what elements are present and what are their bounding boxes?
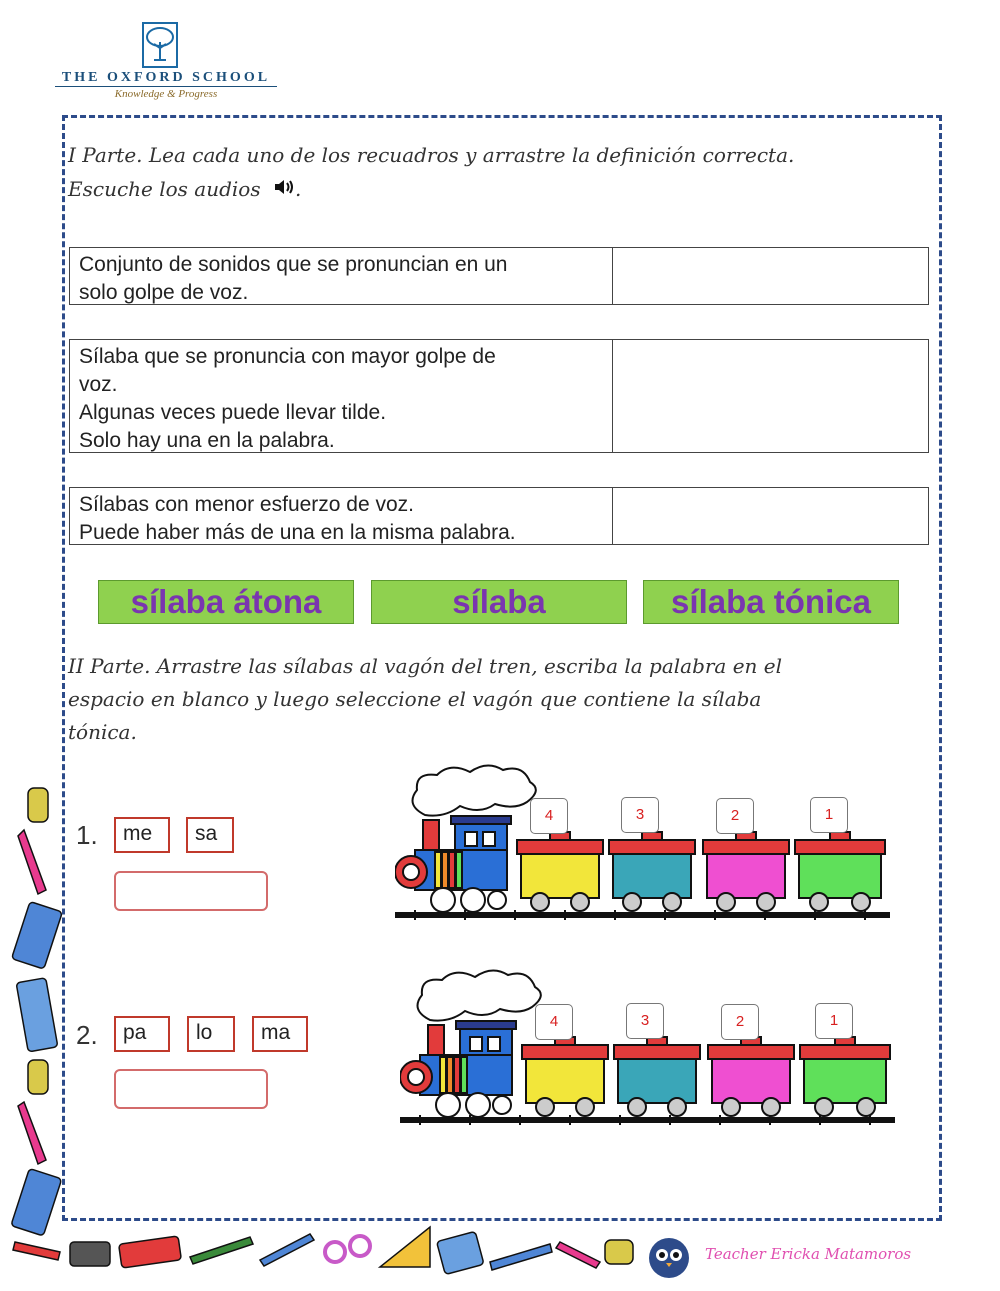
exercise-number: 2. — [76, 1020, 98, 1050]
owl-avatar-icon — [645, 1236, 693, 1280]
book-icon — [16, 978, 58, 1052]
definition-line: Conjunto de sonidos que se pronuncian en un — [79, 253, 508, 276]
syllable-tile[interactable]: lo — [187, 1016, 235, 1052]
syllable-tile[interactable]: sa — [186, 817, 234, 853]
definition-text — [70, 248, 613, 304]
sharpener-icon — [70, 1242, 110, 1266]
pencil-icon — [18, 1102, 46, 1164]
definition-line: Sílabas con menor esfuerzo de voz. — [79, 493, 415, 516]
brush-icon — [190, 1237, 253, 1264]
definition-line: Solo hay una en la palabra. — [79, 429, 335, 452]
syllable-tile[interactable]: pa — [114, 1016, 170, 1052]
pencil-icon — [18, 830, 46, 894]
definition-text — [70, 488, 613, 544]
word-answer-input[interactable] — [114, 1069, 268, 1109]
eraser-icon — [119, 1236, 182, 1268]
smoke-cloud — [413, 765, 536, 815]
train-illustration — [400, 965, 900, 1130]
part1-instruction-line2: Escuche los audios — [68, 177, 261, 201]
part2-instruction-line3: tónica. — [68, 720, 137, 744]
logo-divider — [55, 86, 277, 87]
author-credit: Teacher Ericka Matamoros — [705, 1245, 912, 1263]
wagon-number: 3 — [621, 797, 659, 833]
school-logo — [55, 18, 277, 108]
definition-drop-zone[interactable] — [613, 488, 928, 544]
wagon-number: 3 — [626, 1003, 664, 1039]
scissors-icon — [325, 1242, 345, 1262]
notebook-icon — [12, 902, 63, 970]
syllable-tile[interactable]: me — [114, 817, 170, 853]
definition-drop-zone[interactable] — [613, 248, 928, 304]
school-supplies-decoration — [10, 1222, 640, 1282]
option-silaba[interactable]: sílaba — [371, 580, 627, 624]
wagon-yellow[interactable] — [517, 832, 603, 911]
ruler-icon — [490, 1244, 552, 1270]
wagon-green[interactable] — [800, 1037, 890, 1116]
wagon-number: 2 — [721, 1004, 759, 1040]
option-silaba-atona[interactable]: sílaba átona — [98, 580, 354, 624]
part1-instruction-line2-wrap: Escuche los audios . — [68, 177, 302, 201]
wagon-number: 4 — [530, 798, 568, 834]
wagon-pink[interactable] — [703, 832, 789, 911]
wagon-number: 4 — [535, 1004, 573, 1040]
definition-text — [70, 340, 613, 452]
wagon-number: 2 — [716, 798, 754, 834]
definition-line: Puede haber más de una en la misma palabra. — [79, 521, 516, 544]
school-name: THE OXFORD SCHOOL — [61, 70, 271, 85]
definition-row-1 — [69, 247, 929, 305]
locomotive — [400, 1021, 516, 1117]
definition-drop-zone[interactable] — [613, 340, 928, 452]
school-supplies-decoration — [6, 780, 66, 1240]
speaker-icon[interactable] — [273, 178, 295, 196]
exercise-number: 1. — [76, 820, 98, 850]
wagon-teal[interactable] — [614, 1037, 700, 1116]
wagon-yellow[interactable] — [522, 1037, 608, 1116]
definition-line: voz. — [79, 373, 118, 396]
word-answer-input[interactable] — [114, 871, 268, 911]
definition-row-3 — [69, 487, 929, 545]
definition-row-2 — [69, 339, 929, 453]
school-motto: Knowledge & Progress — [114, 88, 218, 100]
book-icon — [437, 1231, 484, 1274]
train-illustration — [395, 760, 895, 925]
part2-instruction-line2: espacio en blanco y luego seleccione el vagón que contiene la sílaba — [68, 687, 762, 711]
wagon-number: 1 — [815, 1003, 853, 1039]
part2-instructions — [68, 650, 933, 749]
smoke-cloud — [418, 970, 541, 1020]
crayon-icon — [13, 1242, 60, 1260]
option-silaba-tonica[interactable]: sílaba tónica — [643, 580, 899, 624]
glue-icon — [28, 1060, 48, 1094]
wagon-pink[interactable] — [708, 1037, 794, 1116]
marker-icon — [556, 1242, 600, 1268]
tree-icon — [142, 22, 178, 68]
glue-icon — [605, 1240, 633, 1264]
locomotive — [395, 816, 511, 912]
wagon-teal[interactable] — [609, 832, 695, 911]
glue-icon — [28, 788, 48, 822]
part1-instruction-line1: I Parte. Lea cada uno de los recuadros y arrastre la definición correcta. — [68, 143, 795, 167]
ruler-triangle-icon — [380, 1227, 430, 1267]
definition-line: Algunas veces puede llevar tilde. — [79, 401, 387, 424]
definition-line: solo golpe de voz. — [79, 281, 249, 304]
part1-instructions — [68, 138, 933, 206]
syllable-tile[interactable]: ma — [252, 1016, 308, 1052]
part2-instruction-line1: II Parte. Arrastre las sílabas al vagón del tren, escriba la palabra en el — [68, 654, 783, 678]
definition-line: Sílaba que se pronuncia con mayor golpe de — [79, 345, 496, 368]
wagon-number: 1 — [810, 797, 848, 833]
pencil-icon — [260, 1234, 314, 1266]
wagon-green[interactable] — [795, 832, 885, 911]
